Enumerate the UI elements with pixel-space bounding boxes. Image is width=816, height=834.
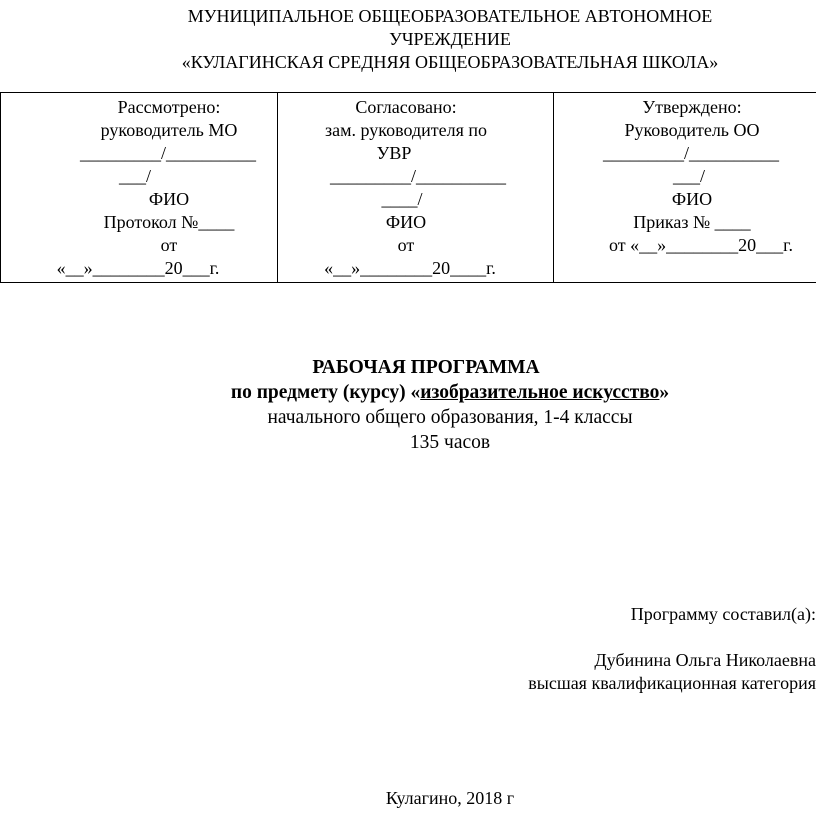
- approval-table: [0, 92, 816, 283]
- reviewed-date: «__»________20___г.: [56, 258, 220, 278]
- agreed-heading: Согласовано:: [355, 97, 457, 117]
- approved-signature-line-2: ___/: [672, 166, 705, 186]
- program-title: РАБОЧАЯ ПРОГРАММА: [312, 357, 540, 378]
- subject-suffix: »: [659, 382, 670, 403]
- approved-heading: Утверждено:: [642, 97, 742, 117]
- school-name-line-3: «КУЛАГИНСКАЯ СРЕДНЯЯ ОБЩЕОБРАЗОВАТЕЛЬНАЯ ШКОЛА»: [181, 52, 719, 72]
- author-name: Дубинина Ольга Николаевна: [594, 650, 816, 670]
- school-name-line-2: УЧРЕЖДЕНИЕ: [389, 29, 511, 49]
- program-level: начального общего образования, 1-4 классы: [267, 407, 633, 428]
- subject-prefix: по предмету (курсу) «: [230, 382, 421, 403]
- agreed-role-2: УВР: [376, 143, 412, 163]
- approved-role: Руководитель ОО: [624, 120, 760, 140]
- footer-place-year: Кулагино, 2018 г: [385, 788, 515, 808]
- reviewed-heading: Рассмотрено:: [117, 97, 221, 117]
- agreed-signature-line: _________/__________: [329, 166, 506, 186]
- agreed-from: от: [397, 235, 415, 255]
- approval-approved-cell: [554, 93, 816, 282]
- subject-name: изобразительное искусство: [420, 382, 660, 403]
- reviewed-role: руководитель МО: [100, 120, 238, 140]
- approved-fio: ФИО: [671, 189, 713, 209]
- agreed-fio: ФИО: [385, 212, 427, 232]
- agreed-signature-line-2: ____/: [381, 189, 423, 209]
- agreed-role: зам. руководителя по: [325, 120, 487, 140]
- reviewed-protocol: Протокол №____: [103, 212, 235, 232]
- author-category: высшая квалификационная категория: [528, 673, 816, 693]
- program-title-block: [90, 355, 810, 455]
- approved-date: от «__»________20___г.: [609, 235, 793, 255]
- approved-order: Приказ № ____: [633, 212, 751, 232]
- reviewed-fio: ФИО: [148, 189, 190, 209]
- author-label: Программу составил(а):: [630, 604, 816, 624]
- program-hours: 135 часов: [409, 432, 491, 453]
- agreed-date: «__»________20____г.: [324, 258, 496, 278]
- program-subject: [90, 380, 810, 405]
- approved-signature-line: _________/__________: [602, 143, 779, 163]
- reviewed-from: от: [160, 235, 178, 255]
- school-header: [90, 5, 810, 74]
- school-name-line-1: МУНИЦИПАЛЬНОЕ ОБЩЕОБРАЗОВАТЕЛЬНОЕ АВТОНОМНОЕ: [187, 6, 713, 26]
- approval-reviewed-cell: [0, 93, 278, 282]
- approval-agreed-cell: [278, 93, 554, 282]
- author-block: [528, 603, 816, 695]
- reviewed-signature-line-2: ___/: [118, 166, 151, 186]
- reviewed-signature-line: _________/__________: [79, 143, 256, 163]
